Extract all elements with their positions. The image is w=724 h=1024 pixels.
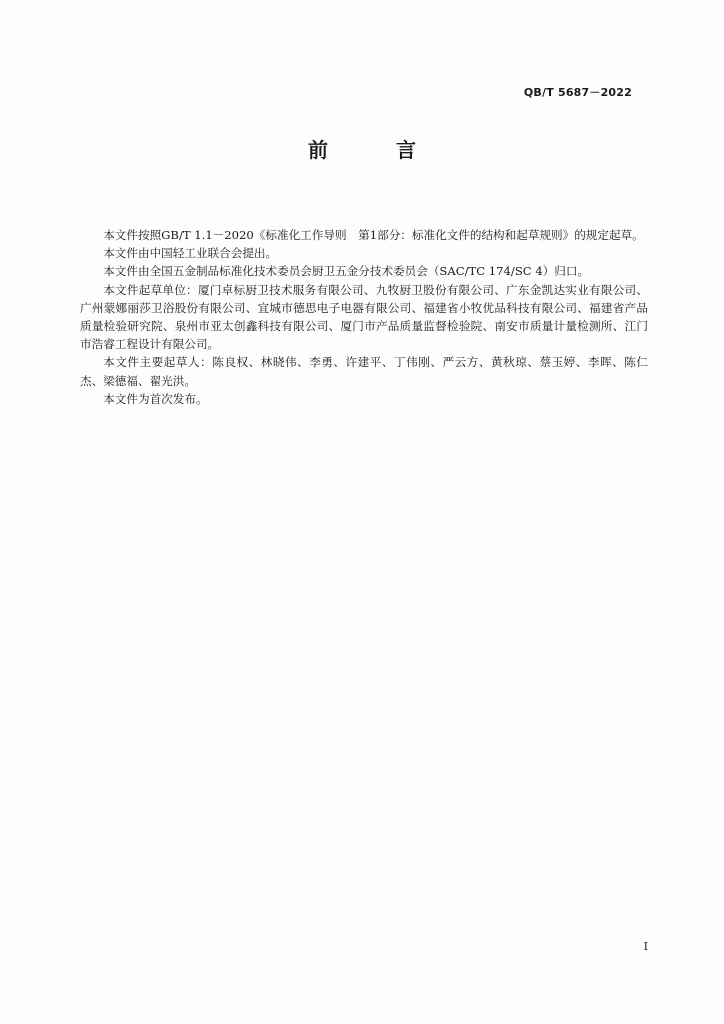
paragraph-drafting-rules: 本文件按照GB/T 1.1－2020《标准化工作导则 第1部分：标准化文件的结构和起草规则》的规定起草。 — [103, 228, 644, 242]
paragraph-drafting-units: 本文件起草单位：厦门卓标厨卫技术服务有限公司、九牧厨卫股份有限公司、广东金凯达实业有限公司、广州蒙娜丽莎卫浴股份有限公司、宜城市德思电子电器有限公司、福建省小牧优品科技有限公司、福建省产品质量检验研究院、泉州市亚太创鑫科技有限公司、厦门市产品质量监督检验院、南安市质量计量检测所、江门市浩睿工程设计有限公司。 — [80, 282, 648, 352]
foreword-body — [80, 226, 648, 408]
paragraph-administrator: 本文件由全国五金制品标准化技术委员会厨卫五金分技术委员会（SAC/TC 174/SC 4）归口。 — [103, 264, 590, 279]
page-title: 前 言 — [308, 138, 440, 162]
paragraph-first-release: 本文件为首次发布。 — [103, 391, 208, 406]
page-number: I — [643, 940, 648, 953]
paragraph-drafters: 本文件主要起草人：陈良权、林晓伟、李勇、许建平、丁伟刚、严云方、黄秋琼、蔡玉婷、李晖、陈仁杰、梁德福、翟光洪。 — [80, 355, 648, 388]
paragraph-proposer: 本文件由中国轻工业联合会提出。 — [103, 246, 278, 261]
standard-code: QB/T 5687－2022 — [523, 86, 632, 99]
